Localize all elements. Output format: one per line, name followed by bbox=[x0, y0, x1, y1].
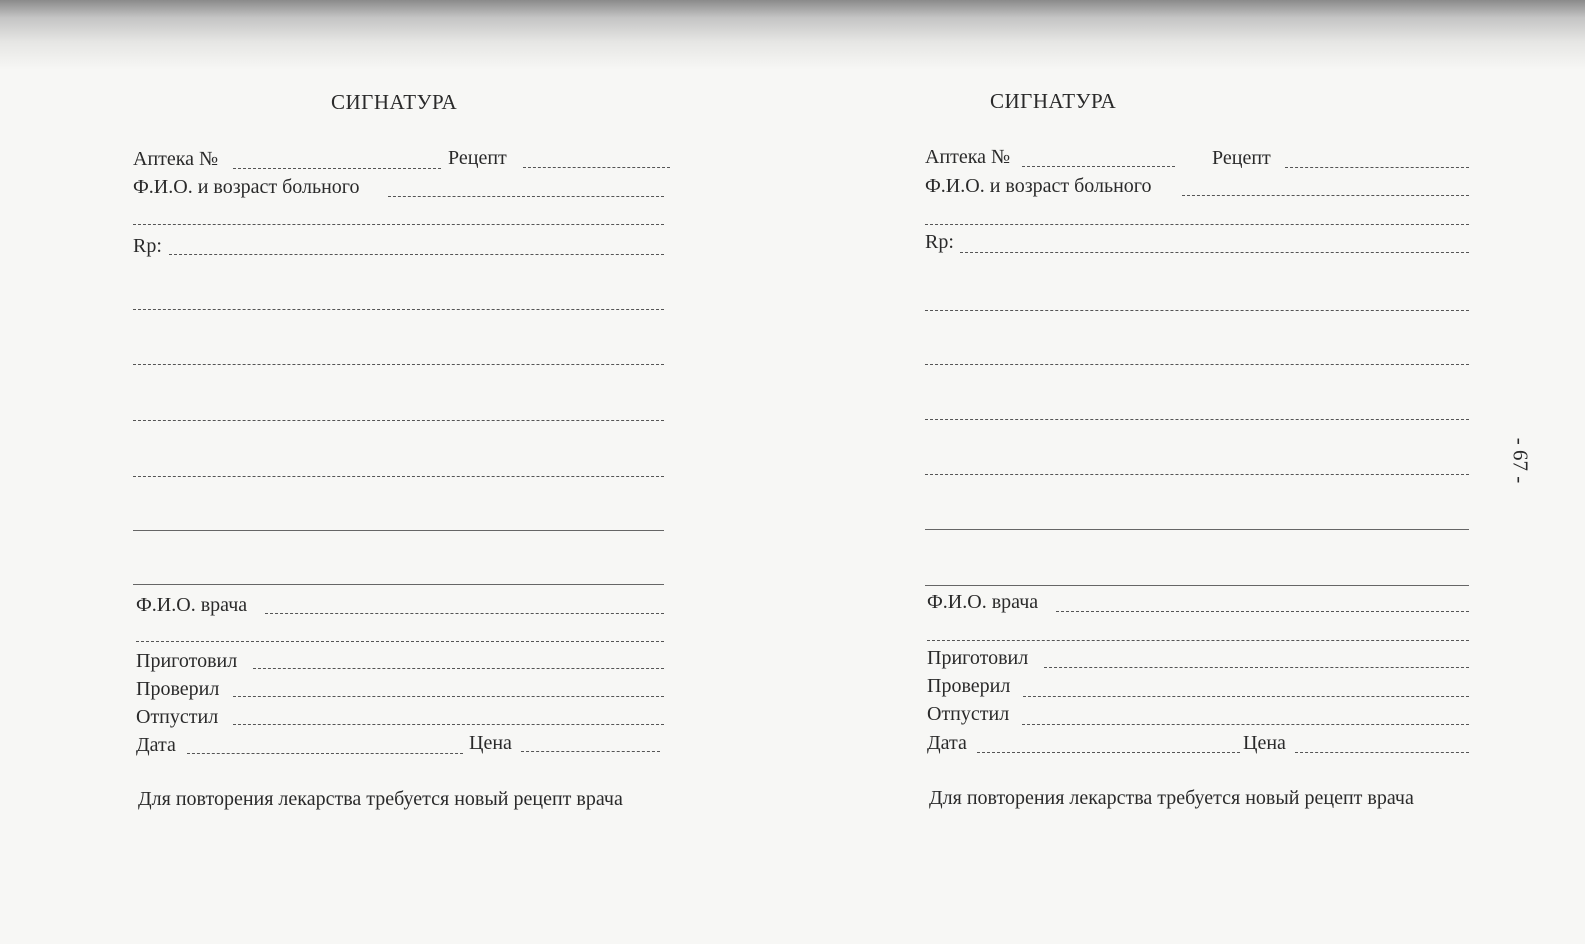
patient-name-age-field[interactable] bbox=[1182, 195, 1469, 196]
recipe-label: Рецепт bbox=[448, 147, 507, 169]
doctor-name-field[interactable] bbox=[1056, 611, 1469, 612]
doctor-name-field-continued[interactable] bbox=[927, 640, 1469, 641]
rp-line-6[interactable] bbox=[925, 529, 1469, 530]
price-field[interactable] bbox=[1295, 752, 1469, 753]
pharmacy-number-field[interactable] bbox=[1022, 166, 1175, 167]
page-number: - 67 - bbox=[1508, 437, 1533, 484]
repeat-prescription-note: Для повторения лекарства требуется новый рецепт врача bbox=[138, 788, 623, 810]
prepared-by-label: Приготовил bbox=[927, 647, 1029, 669]
form-title: СИГНАТУРА bbox=[331, 90, 458, 114]
pharmacy-number-label: Аптека № bbox=[133, 148, 219, 170]
rp-line-4[interactable] bbox=[925, 419, 1469, 420]
date-label: Дата bbox=[927, 732, 967, 754]
dispensed-by-label: Отпустил bbox=[136, 706, 219, 728]
dispensed-by-label: Отпустил bbox=[927, 703, 1010, 725]
rp-line-7[interactable] bbox=[925, 585, 1469, 586]
repeat-prescription-note: Для повторения лекарства требуется новый рецепт врача bbox=[929, 787, 1414, 809]
rp-line-5[interactable] bbox=[925, 474, 1469, 475]
patient-name-age-label: Ф.И.О. и возраст больного bbox=[133, 176, 360, 198]
price-label: Цена bbox=[469, 732, 512, 754]
checked-by-field[interactable] bbox=[1023, 696, 1469, 697]
rp-line-1[interactable] bbox=[960, 252, 1469, 253]
prepared-by-label: Приготовил bbox=[136, 650, 238, 672]
prepared-by-field[interactable] bbox=[1044, 667, 1469, 668]
checked-by-label: Проверил bbox=[927, 675, 1011, 697]
pharmacy-number-label: Аптека № bbox=[925, 146, 1011, 168]
doctor-name-label: Ф.И.О. врача bbox=[927, 591, 1039, 613]
patient-name-age-label: Ф.И.О. и возраст больного bbox=[925, 175, 1152, 197]
checked-by-label: Проверил bbox=[136, 678, 220, 700]
date-field[interactable] bbox=[977, 752, 1240, 753]
recipe-field[interactable] bbox=[1285, 167, 1469, 168]
form-title: СИГНАТУРА bbox=[990, 89, 1117, 113]
date-label: Дата bbox=[136, 734, 176, 756]
recipe-label: Рецепт bbox=[1212, 147, 1271, 169]
dispensed-by-field[interactable] bbox=[1022, 724, 1469, 725]
price-label: Цена bbox=[1243, 732, 1286, 754]
rp-line-2[interactable] bbox=[925, 310, 1469, 311]
rp-line-3[interactable] bbox=[925, 364, 1469, 365]
rp-label: Rp: bbox=[133, 235, 162, 257]
rp-label: Rp: bbox=[925, 231, 954, 253]
patient-name-age-field-continued[interactable] bbox=[925, 224, 1469, 225]
doctor-name-label: Ф.И.О. врача bbox=[136, 594, 248, 616]
